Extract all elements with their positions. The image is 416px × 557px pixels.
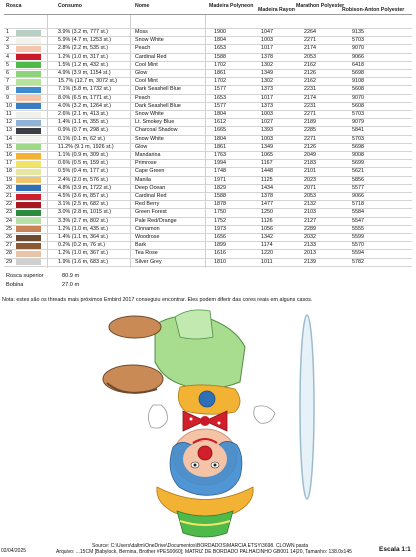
clown-nose <box>198 446 212 460</box>
row-nome: Silver Grey <box>135 258 162 265</box>
row-number: 19 <box>6 176 12 183</box>
row-consumo: 3.9% (3.2 m, 777 st.) <box>58 29 109 35</box>
row-number: 24 <box>6 217 12 224</box>
row-robison-anton-polyester: 5608 <box>352 102 364 109</box>
row-number: 2 <box>6 37 9 44</box>
row-marathon-polyester: 2289 <box>304 225 316 232</box>
row-madeira-polyneon: 1899 <box>214 242 226 249</box>
color-swatch <box>16 210 41 216</box>
row-nome: Deep Ocean <box>135 184 166 191</box>
row-madeira-rayon: 1126 <box>261 217 273 224</box>
row-madeira-polyneon: 1994 <box>214 160 226 167</box>
row-madeira-rayon: 1125 <box>261 176 273 183</box>
row-madeira-rayon: 1027 <box>261 119 273 126</box>
row-nome: Charcoal Shadow <box>135 127 178 134</box>
row-marathon-polyester: 2162 <box>304 78 316 85</box>
row-madeira-polyneon: 1878 <box>214 201 226 208</box>
color-swatch <box>16 218 41 224</box>
row-consumo: 11.2% (9.1 m, 1926 st.) <box>58 143 114 150</box>
row-madeira-polyneon: 1971 <box>214 176 226 183</box>
row-number: 12 <box>6 119 12 126</box>
row-madeira-rayon: 1220 <box>261 250 273 257</box>
color-swatch <box>16 120 41 126</box>
row-nome: Red Berry <box>135 201 160 208</box>
row-robison-anton-polyester: 5703 <box>352 135 364 142</box>
row-number: 6 <box>6 70 9 76</box>
row-consumo: 3.3% (2.7 m, 802 st.) <box>58 217 109 224</box>
footer-date: 02/04/2025 <box>1 548 27 554</box>
header-madeira-polyneon: Madeira Polyneon <box>209 3 254 9</box>
row-madeira-rayon: 1373 <box>261 102 273 109</box>
row-number: 21 <box>6 193 12 199</box>
row-number: 7 <box>6 78 9 85</box>
row-robison-anton-polyester: 5608 <box>352 86 364 93</box>
row-madeira-rayon: 1003 <box>261 111 273 117</box>
row-madeira-rayon: 1302 <box>261 78 273 85</box>
row-madeira-rayon: 1011 <box>261 258 273 265</box>
row-marathon-polyester: 2174 <box>304 94 316 101</box>
row-number: 8 <box>6 86 9 93</box>
rosca-superior-value: 80.9 m <box>62 273 80 279</box>
row-robison-anton-polyester: 5555 <box>352 225 364 232</box>
row-consumo: 0.2% (0.2 m, 76 st.) <box>58 242 106 249</box>
row-consumo: 0.9% (0.7 m, 298 st.) <box>58 127 109 134</box>
row-robison-anton-polyester: 5698 <box>352 143 364 150</box>
row-madeira-polyneon: 1577 <box>214 86 226 93</box>
row-nome: Peach <box>135 45 151 52</box>
row-madeira-rayon: 1250 <box>261 209 273 216</box>
clown-shoe-right <box>109 316 161 338</box>
row-madeira-polyneon: 1804 <box>214 135 226 142</box>
row-consumo: 1.2% (1.0 m, 367 st.) <box>58 250 109 257</box>
color-swatch <box>16 251 41 257</box>
row-madeira-rayon: 1047 <box>261 29 273 35</box>
row-nome: Green Forest <box>135 209 167 216</box>
color-swatch <box>16 177 41 183</box>
row-robison-anton-polyester: 5856 <box>352 176 364 183</box>
color-swatch <box>16 185 41 191</box>
header-divider <box>4 14 412 15</box>
row-nome: Cardinal Red <box>135 193 167 199</box>
row-marathon-polyester: 2285 <box>304 127 316 134</box>
color-swatch <box>16 226 41 232</box>
row-consumo: 2.4% (2.0 m, 576 st.) <box>58 176 109 183</box>
row-nome: Cape Green <box>135 168 165 175</box>
row-madeira-polyneon: 1861 <box>214 143 226 150</box>
clown-glove-right <box>254 406 275 423</box>
row-number: 25 <box>6 225 12 232</box>
row-consumo: 2.6% (2.1 m, 413 st.) <box>58 111 109 117</box>
row-consumo: 4.5% (3.6 m, 857 st.) <box>58 193 109 199</box>
row-consumo: 1.4% (1.1 m, 355 st.) <box>58 119 109 126</box>
row-robison-anton-polyester: 9070 <box>352 94 364 101</box>
row-marathon-polyester: 2132 <box>304 201 316 208</box>
row-consumo: 3.1% (2.5 m, 682 st.) <box>58 201 109 208</box>
row-marathon-polyester: 2071 <box>304 184 316 191</box>
color-swatch <box>16 95 41 101</box>
row-robison-anton-polyester: 5782 <box>352 258 364 265</box>
row-nome: Lt. Smokey Blue <box>135 119 175 126</box>
row-robison-anton-polyester: 5599 <box>352 234 364 240</box>
row-number: 11 <box>6 111 12 117</box>
row-robison-anton-polyester: 9008 <box>352 152 364 158</box>
color-swatch <box>16 128 41 134</box>
row-madeira-rayon: 1434 <box>261 184 273 191</box>
row-robison-anton-polyester: 5584 <box>352 209 364 216</box>
row-nome: Peach <box>135 94 151 101</box>
clown-pupil <box>194 464 197 467</box>
row-consumo: 1.4% (1.1 m, 364 st.) <box>58 234 109 240</box>
row-nome: Mandarina <box>135 152 161 158</box>
row-robison-anton-polyester: 5698 <box>352 70 364 76</box>
row-madeira-polyneon: 1653 <box>214 45 226 52</box>
row-madeira-rayon: 1373 <box>261 86 273 93</box>
row-madeira-polyneon: 1665 <box>214 127 226 134</box>
clown-leg-left <box>175 310 213 339</box>
row-marathon-polyester: 2189 <box>304 119 316 126</box>
row-madeira-rayon: 1349 <box>261 70 273 76</box>
row-madeira-polyneon: 1612 <box>214 119 226 126</box>
row-madeira-rayon: 1302 <box>261 61 273 68</box>
row-number: 5 <box>6 61 9 68</box>
clown-image <box>103 310 314 537</box>
row-madeira-rayon: 1003 <box>261 37 273 44</box>
row-nome: Cinnamon <box>135 225 160 232</box>
row-number: 3 <box>6 45 9 52</box>
row-madeira-polyneon: 1748 <box>214 168 226 175</box>
rosca-superior-label: Rosca superior <box>6 273 44 279</box>
color-swatch <box>16 62 41 68</box>
row-nome: Cool Mint <box>135 78 158 85</box>
row-madeira-polyneon: 1653 <box>214 94 226 101</box>
row-madeira-polyneon: 1804 <box>214 37 226 44</box>
row-madeira-rayon: 1342 <box>261 234 273 240</box>
row-number: 18 <box>6 168 12 175</box>
row-number: 10 <box>6 102 12 109</box>
row-madeira-rayon: 1065 <box>261 152 273 158</box>
row-consumo: 1.2% (1.0 m, 317 st.) <box>58 53 109 60</box>
color-swatch <box>16 235 41 241</box>
header-nome: Nome <box>135 3 150 9</box>
row-marathon-polyester: 2126 <box>304 143 316 150</box>
row-madeira-rayon: 1378 <box>261 53 273 60</box>
row-robison-anton-polyester: 9079 <box>352 119 364 126</box>
row-marathon-polyester: 2013 <box>304 250 316 257</box>
row-nome: Dark Seashell Blue <box>135 102 181 109</box>
row-madeira-polyneon: 1804 <box>214 111 226 117</box>
row-marathon-polyester: 2032 <box>304 234 316 240</box>
row-marathon-polyester: 2271 <box>304 111 316 117</box>
row-marathon-polyester: 2053 <box>304 53 316 60</box>
row-marathon-polyester: 2162 <box>304 61 316 68</box>
bobina-value: 27.0 m <box>62 282 80 288</box>
row-madeira-rayon: 1393 <box>261 127 273 134</box>
row-madeira-polyneon: 1656 <box>214 234 226 240</box>
row-madeira-rayon: 1448 <box>261 168 273 175</box>
row-robison-anton-polyester: 9066 <box>352 193 364 199</box>
row-madeira-polyneon: 1900 <box>214 29 226 35</box>
row-nome: Tea Rose <box>135 250 158 257</box>
row-number: 28 <box>6 250 12 257</box>
row-nome: Pale Red/Orange <box>135 217 177 224</box>
row-madeira-polyneon: 1588 <box>214 193 226 199</box>
color-swatch <box>16 161 41 167</box>
row-consumo: 1.1% (0.9 m, 309 st.) <box>58 152 109 158</box>
row-nome: Manila <box>135 176 151 183</box>
row-consumo: 1.9% (1.6 m, 683 st.) <box>58 258 109 265</box>
bowtie-dot <box>190 418 193 421</box>
row-consumo: 2.8% (2.2 m, 535 st.) <box>58 45 109 52</box>
color-swatch <box>16 112 41 118</box>
color-swatch <box>16 54 41 60</box>
row-nome: Moss <box>135 29 148 35</box>
row-nome: Woodrose <box>135 234 160 240</box>
row-nome: Snow White <box>135 37 164 44</box>
row-consumo: 8.0% (6.5 m, 1771 st.) <box>58 94 112 101</box>
row-divider <box>4 266 412 267</box>
embroidery-preview <box>95 307 325 543</box>
row-marathon-polyester: 2271 <box>304 37 316 44</box>
row-nome: Bark <box>135 242 147 249</box>
color-swatch <box>16 87 41 93</box>
row-robison-anton-polyester: 5577 <box>352 184 364 191</box>
row-consumo: 4.0% (3.2 m, 1264 st.) <box>58 102 112 109</box>
row-marathon-polyester: 2133 <box>304 242 316 249</box>
row-madeira-rayon: 1167 <box>261 160 273 167</box>
row-madeira-polyneon: 1588 <box>214 53 226 60</box>
row-madeira-polyneon: 1763 <box>214 152 226 158</box>
row-number: 29 <box>6 258 12 265</box>
row-nome: Glow <box>135 70 148 76</box>
color-swatch <box>16 103 41 109</box>
header-robison-anton-polyester: Robison-Anton Polyester <box>342 7 405 13</box>
row-number: 26 <box>6 234 12 240</box>
row-number: 4 <box>6 53 9 60</box>
row-consumo: 15.7% (12.7 m, 3072 st.) <box>58 78 118 85</box>
footer-arquivo: Arquivo: ...15CM [Babylock, Bernina, Brother #PES0060]; MATRIZ DE BORDADO PALHACINHO GB001 14|20, Tamanho: 138.0x145 <box>56 549 352 555</box>
color-swatch <box>16 79 41 85</box>
row-madeira-rayon: 1003 <box>261 135 273 142</box>
clown-shoe-left <box>103 365 163 393</box>
row-nome: Primrose <box>135 160 157 167</box>
row-robison-anton-polyester: 9066 <box>352 53 364 60</box>
row-consumo: 7.1% (5.8 m, 1732 st.) <box>58 86 112 93</box>
row-marathon-polyester: 2126 <box>304 70 316 76</box>
row-robison-anton-polyester: 5703 <box>352 37 364 44</box>
clown-bowtie-center <box>200 416 210 426</box>
row-marathon-polyester: 2053 <box>304 193 316 199</box>
row-number: 1 <box>6 29 9 35</box>
color-swatch <box>16 169 41 175</box>
row-number: 22 <box>6 201 12 208</box>
clown-pompom <box>199 391 215 407</box>
row-marathon-polyester: 2231 <box>304 102 316 109</box>
row-madeira-polyneon: 1861 <box>214 70 226 76</box>
row-consumo: 4.8% (3.9 m, 1722 st.) <box>58 184 112 191</box>
bowtie-dot <box>218 422 221 425</box>
row-robison-anton-polyester: 5703 <box>352 111 364 117</box>
row-number: 20 <box>6 184 12 191</box>
row-madeira-polyneon: 1810 <box>214 258 226 265</box>
color-swatch <box>16 144 41 150</box>
row-madeira-polyneon: 1577 <box>214 102 226 109</box>
row-number: 14 <box>6 135 12 142</box>
row-marathon-polyester: 2174 <box>304 45 316 52</box>
row-madeira-rayon: 1349 <box>261 143 273 150</box>
clown-glove-left <box>148 405 167 428</box>
row-marathon-polyester: 2231 <box>304 86 316 93</box>
row-robison-anton-polyester: 5621 <box>352 168 364 175</box>
color-swatch <box>16 30 41 36</box>
hoop-edge <box>300 315 314 499</box>
row-nome: Snow White <box>135 111 164 117</box>
color-swatch <box>16 202 41 208</box>
row-nome: Snow White <box>135 135 164 142</box>
row-number: 15 <box>6 143 12 150</box>
row-number: 9 <box>6 94 9 101</box>
header-consumo: Consumo <box>58 3 82 9</box>
row-madeira-polyneon: 1752 <box>214 217 226 224</box>
row-robison-anton-polyester: 5594 <box>352 250 364 257</box>
row-madeira-polyneon: 1616 <box>214 250 226 257</box>
row-nome: Dark Seashell Blue <box>135 86 181 93</box>
row-marathon-polyester: 2049 <box>304 152 316 158</box>
row-robison-anton-polyester: 9070 <box>352 45 364 52</box>
row-robison-anton-polyester: 9108 <box>352 78 364 85</box>
row-consumo: 1.5% (1.2 m, 432 st.) <box>58 61 109 68</box>
row-robison-anton-polyester: 5718 <box>352 201 364 208</box>
header-marathon-polyester: Marathon Polyester <box>296 3 345 9</box>
color-swatch <box>16 243 41 249</box>
row-robison-anton-polyester: 9135 <box>352 29 364 35</box>
row-nome: Cardinal Red <box>135 53 167 60</box>
row-consumo: 4.9% (3.9 m, 1154 st.) <box>58 70 111 76</box>
color-swatch <box>16 153 41 159</box>
row-number: 27 <box>6 242 12 249</box>
header-madeira-rayon: Madeira Rayon <box>258 7 295 13</box>
row-robison-anton-polyester: 5570 <box>352 242 364 249</box>
row-consumo: 0.5% (0.4 m, 177 st.) <box>58 168 109 175</box>
row-marathon-polyester: 2139 <box>304 258 316 265</box>
row-number: 23 <box>6 209 12 216</box>
row-madeira-rayon: 1056 <box>261 225 273 232</box>
header-rosca: Rosca <box>6 3 22 9</box>
row-madeira-polyneon: 1750 <box>214 209 226 216</box>
row-madeira-rayon: 1378 <box>261 193 273 199</box>
row-madeira-rayon: 1477 <box>261 201 273 208</box>
row-number: 17 <box>6 160 12 167</box>
color-swatch <box>16 194 41 200</box>
row-madeira-polyneon: 1702 <box>214 61 226 68</box>
color-swatch <box>16 259 41 265</box>
row-consumo: 0.1% (0.1 m, 62 st.) <box>58 135 106 142</box>
row-nome: Cool Mint <box>135 61 158 68</box>
row-robison-anton-polyester: 5699 <box>352 160 364 167</box>
bobina-label: Bobina <box>6 282 24 288</box>
clown-pupil <box>214 464 217 467</box>
row-consumo: 0.6% (0.5 m, 159 st.) <box>58 160 109 167</box>
row-robison-anton-polyester: 5841 <box>352 127 364 134</box>
color-swatch <box>16 46 41 52</box>
row-madeira-rayon: 1174 <box>261 242 273 249</box>
row-madeira-polyneon: 1973 <box>214 225 226 232</box>
footer-source: Source: C:\Users\daltm\OneDrive\Documentos\BORDADOS\MARCIA ETSY\3698. CLOWN pasta <box>92 543 309 549</box>
row-marathon-polyester: 2264 <box>304 29 316 35</box>
row-marathon-polyester: 2183 <box>304 160 316 167</box>
footer-escala: Escala 1:1 <box>379 546 411 553</box>
row-robison-anton-polyester: 5547 <box>352 217 364 224</box>
note-text: Nota: estes são os threads mais próximos Embird 2017 conseguiu encontrar. Eles podem diferir das cores reais em alguns casos. <box>2 297 313 303</box>
row-consumo: 5.9% (4.7 m, 1253 st.) <box>58 37 112 44</box>
row-marathon-polyester: 2127 <box>304 217 316 224</box>
row-madeira-rayon: 1017 <box>261 94 273 101</box>
color-swatch <box>16 136 41 142</box>
row-marathon-polyester: 2271 <box>304 135 316 142</box>
row-robison-anton-polyester: 6418 <box>352 61 364 68</box>
row-marathon-polyester: 2103 <box>304 209 316 216</box>
row-madeira-rayon: 1017 <box>261 45 273 52</box>
row-marathon-polyester: 2101 <box>304 168 316 175</box>
row-number: 13 <box>6 127 12 134</box>
row-consumo: 3.0% (2.8 m, 1015 st.) <box>58 209 112 216</box>
row-number: 16 <box>6 152 12 158</box>
row-consumo: 1.2% (1.0 m, 435 st.) <box>58 225 109 232</box>
row-marathon-polyester: 2023 <box>304 176 316 183</box>
color-swatch <box>16 38 41 44</box>
color-swatch <box>16 71 41 77</box>
row-madeira-polyneon: 1702 <box>214 78 226 85</box>
row-nome: Glow <box>135 143 148 150</box>
row-madeira-polyneon: 1829 <box>214 184 226 191</box>
